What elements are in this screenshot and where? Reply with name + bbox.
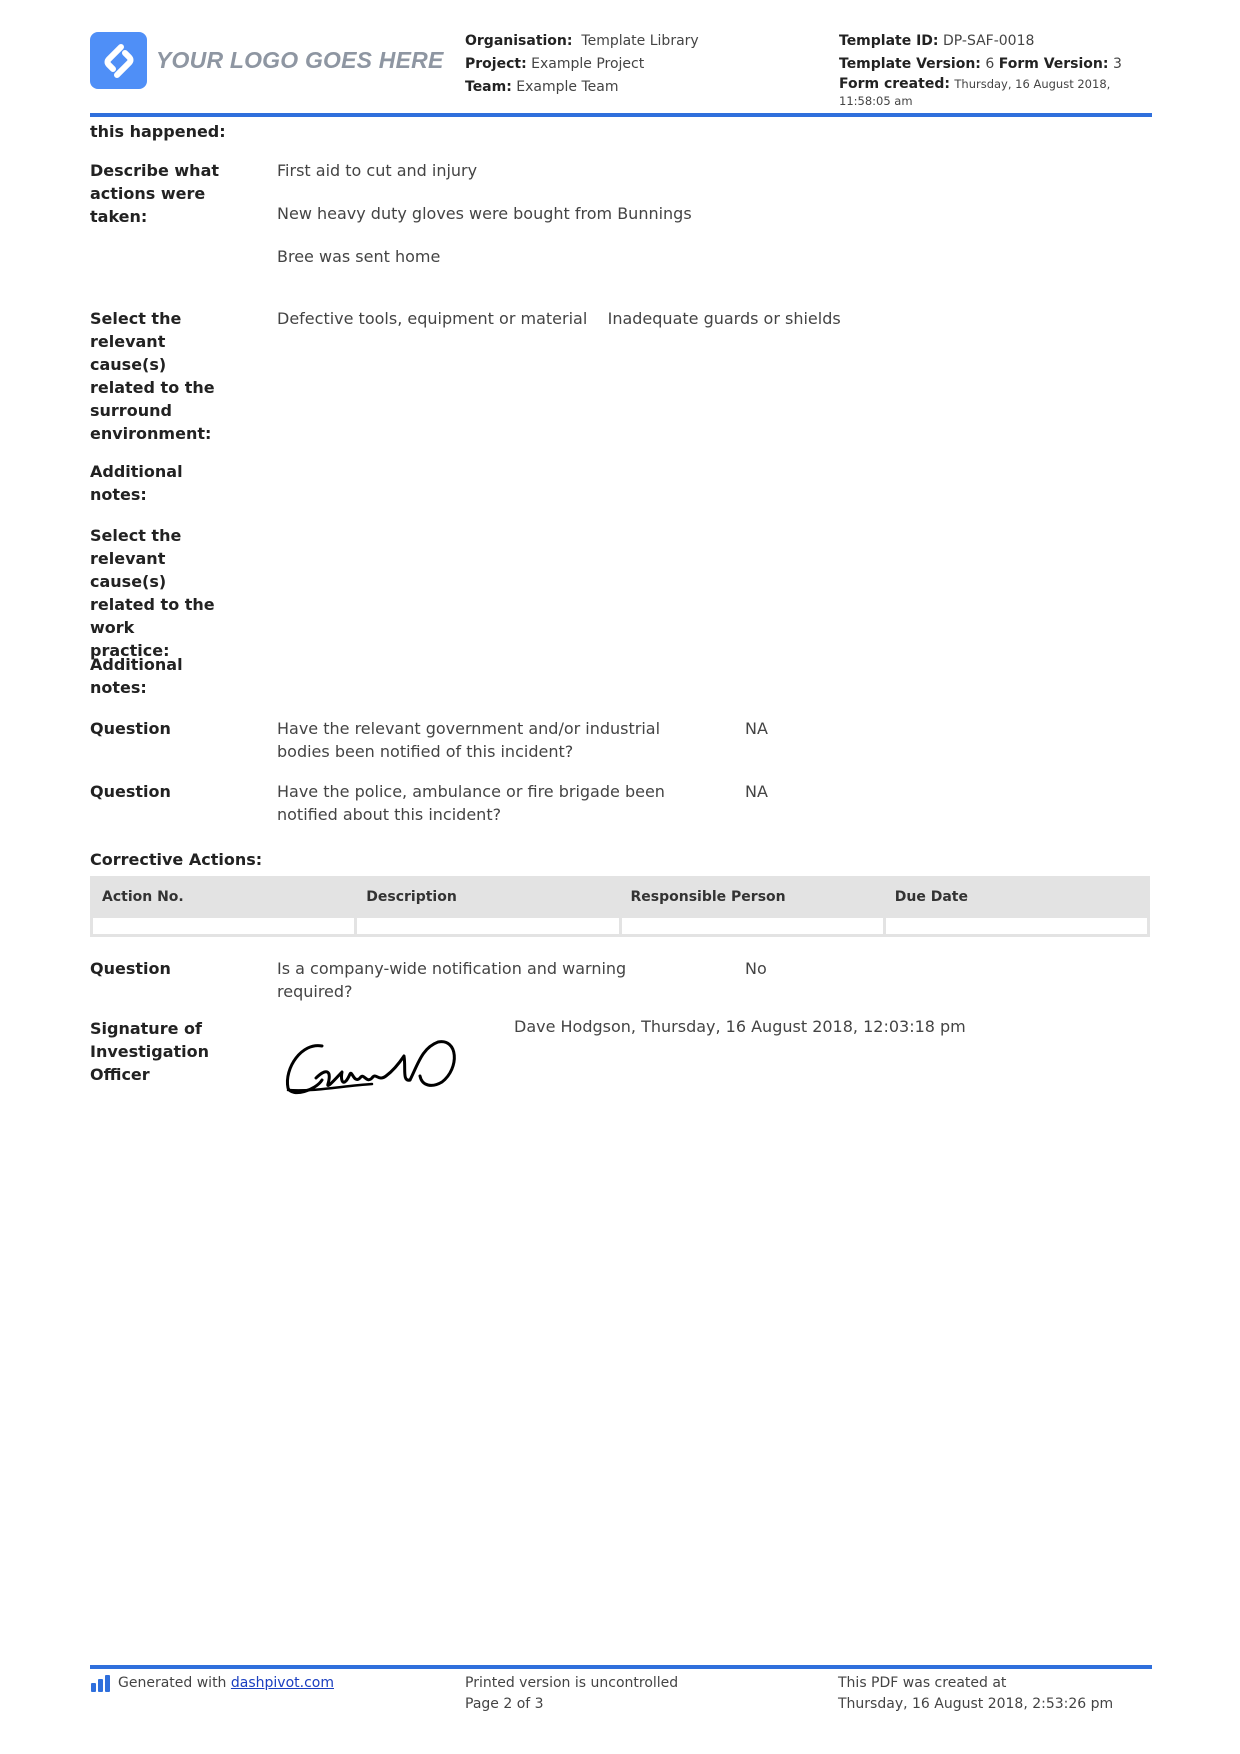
question-answer: NA [745,782,768,801]
column-header: Responsible Person [622,879,883,915]
organisation-value: Template Library [581,33,699,49]
action-item: New heavy duty gloves were bought from Bunnings [277,204,692,223]
column-header: Action No. [93,879,354,915]
table-row [93,918,1147,934]
question-label: Question [90,959,171,978]
footer-divider [90,1665,1152,1669]
logo [90,32,444,89]
corrective-actions-title: Corrective Actions: [90,850,263,869]
form-created-label: Form created: [839,76,950,92]
actions-list [277,159,692,288]
form-version-value: 3 [1112,56,1122,72]
column-header: Description [357,879,618,915]
form-version-label: Form Version: [998,56,1109,72]
carry-over-label: this happened: [90,122,226,141]
organisation-label: Organisation: [465,33,573,49]
env-cause-item: Inadequate guards or shields [607,309,841,328]
corrective-actions-table [90,876,1150,937]
notes1-label: Additional notes: [90,462,183,504]
table-cell [886,918,1147,934]
template-id-value: DP-SAF-0018 [942,33,1035,49]
table-header-row [93,879,1147,915]
header-divider [90,113,1152,117]
pdf-created-value: Thursday, 16 August 2018, 2:53:26 pm [838,1696,1114,1712]
signature-signed-by: Dave Hodgson, Thursday, 16 August 2018, 12:03:18 pm [514,1017,966,1036]
action-item: First aid to cut and injury [277,161,478,180]
footer-pdf-info [838,1673,1113,1715]
pdf-created-label: This PDF was created at [838,1675,1007,1691]
team-value: Example Team [516,79,619,95]
dashpivot-link[interactable]: dashpivot.com [230,1675,334,1691]
question-text: Have the police, ambulance or fire brigade been notified about this incident? [277,782,665,824]
env-cause-values [277,307,841,330]
generated-prefix: Generated with [118,1675,227,1691]
team-label: Team: [465,79,512,95]
question-text: Have the relevant government and/or industrial bodies been notified of this incident? [277,719,661,761]
question-label: Question [90,719,171,738]
header-project-info [465,30,699,99]
notes2-label: Additional notes: [90,655,183,697]
template-version-value: 6 [985,56,995,72]
table-cell [93,918,354,934]
footer-generated [90,1673,334,1694]
signature-image [282,1028,457,1104]
header-template-info [839,30,1159,110]
project-label: Project: [465,56,527,72]
work-cause-label: Select the relevant cause(s) related to the work practice: [90,526,215,660]
question-answer: No [745,959,767,978]
question-label: Question [90,782,171,801]
page-header [90,28,1152,114]
table-cell [622,918,883,934]
template-version-label: Template Version: [839,56,981,72]
form-created-value: Thursday, 16 August 2018, 11:58:05 am [839,77,1111,108]
question-answer: NA [745,719,768,738]
action-item: Bree was sent home [277,247,441,266]
project-value: Example Project [531,56,645,72]
logo-mark-icon [90,32,147,89]
page-number: Page 2 of 3 [465,1696,544,1712]
env-cause-item: Defective tools, equipment or material [277,309,588,328]
dashpivot-icon [90,1675,112,1693]
question-text: Is a company-wide notification and warning required? [277,959,627,1001]
logo-text: YOUR LOGO GOES HERE [156,47,444,73]
printed-note: Printed version is uncontrolled [465,1675,679,1691]
footer-print-info [465,1673,678,1715]
template-id-label: Template ID: [839,33,939,49]
signature-label: Signature of Investigation Officer [90,1019,210,1084]
column-header: Due Date [886,879,1147,915]
env-cause-label: Select the relevant cause(s) related to the surround environment: [90,309,215,443]
table-cell [357,918,618,934]
actions-label: Describe what actions were taken: [90,161,220,226]
